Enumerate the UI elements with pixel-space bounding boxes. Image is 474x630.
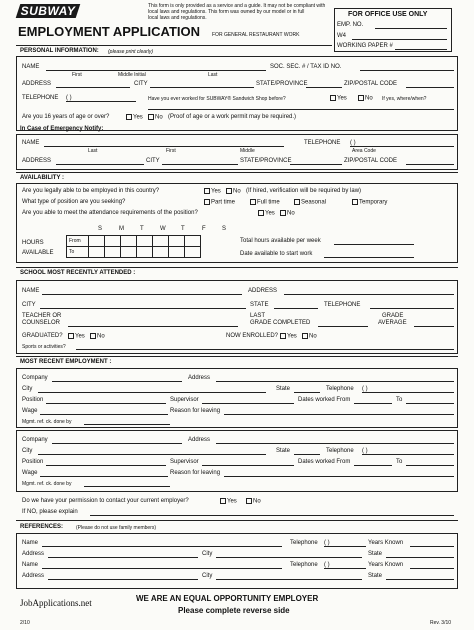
sports-field[interactable] <box>76 349 454 350</box>
checkbox-icon <box>294 199 300 205</box>
if-no-label: If NO, please explain <box>22 509 78 515</box>
name-label: NAME <box>22 64 40 70</box>
day-thu: T <box>181 226 185 232</box>
employment-top-rule <box>16 356 458 357</box>
office-w4-field[interactable] <box>352 39 447 40</box>
address-field[interactable] <box>56 87 130 88</box>
checkbox-icon <box>220 498 226 504</box>
day-fri: F <box>202 226 206 232</box>
school-heading: SCHOOL MOST RECENTLY ATTENDED : <box>20 270 136 276</box>
ref-years-field[interactable] <box>410 546 454 547</box>
teacher-label-1: TEACHER OR <box>22 313 62 319</box>
ref-city-field[interactable] <box>216 557 362 558</box>
office-working-paper-field[interactable] <box>395 49 447 50</box>
sports-label: Sports or activities? <box>22 344 66 350</box>
reason-field[interactable] <box>224 414 454 415</box>
emergency-city-field[interactable] <box>162 164 238 165</box>
school-top-rule <box>16 267 458 268</box>
employer-address-label: Address <box>188 437 211 443</box>
position-label: Position <box>22 459 44 465</box>
personal-heading-note: (please print clearly) <box>108 49 154 55</box>
emergency-name-field[interactable] <box>44 146 284 147</box>
permission-question: Do we have your permission to contact your current employer? <box>22 498 189 504</box>
ref-address-label: Address <box>22 551 45 557</box>
day-sat: S <box>222 226 227 232</box>
employer-telephone-paren: ( ) <box>362 386 368 392</box>
school-state-field[interactable] <box>274 308 318 309</box>
name-last-hint: Last <box>208 72 218 78</box>
ref-name-field[interactable] <box>42 546 282 547</box>
form-code: 2/10 <box>20 620 30 626</box>
employer-city-field[interactable] <box>38 392 266 393</box>
grade-average-label-2: AVERAGE <box>378 320 407 326</box>
checkbox-icon <box>250 199 256 205</box>
grade-average-field[interactable] <box>414 326 454 327</box>
schedule-cell[interactable] <box>185 236 201 247</box>
ref-name-label: Name <box>22 562 39 568</box>
ref-telephone-paren: ( ) <box>324 540 330 546</box>
checkbox-icon <box>330 95 336 101</box>
schedule-cell[interactable] <box>169 236 185 247</box>
employer-telephone-label: Telephone <box>326 386 354 392</box>
ref-telephone-label: Telephone <box>290 540 318 546</box>
teacher-field[interactable] <box>68 326 238 327</box>
emergency-city-label: CITY <box>146 158 160 164</box>
emergency-telephone-label: TELEPHONE <box>304 140 341 146</box>
now-enrolled-label: NOW ENROLLED? <box>226 333 279 339</box>
reverse-side-text: Please complete reverse side <box>178 606 290 615</box>
wage-field[interactable] <box>40 476 168 477</box>
graduated-yes[interactable] <box>68 333 85 340</box>
ssn-field[interactable] <box>360 70 454 71</box>
day-tue: T <box>140 226 144 232</box>
employer-telephone-field[interactable] <box>362 454 454 455</box>
office-title: FOR OFFICE USE ONLY <box>348 11 428 18</box>
graduated-no[interactable] <box>90 333 105 340</box>
reason-field[interactable] <box>224 476 454 477</box>
age-question: Are you 16 years of age or over? <box>22 114 110 120</box>
age-yes[interactable] <box>126 114 143 121</box>
full-time-label: Full time <box>257 199 280 206</box>
employment-heading: MOST RECENT EMPLOYMENT : <box>20 359 112 365</box>
employer-telephone-paren: ( ) <box>362 448 368 454</box>
dates-from-field[interactable] <box>354 403 392 404</box>
legal-no[interactable] <box>226 188 241 195</box>
worked-before-yes[interactable] <box>330 95 347 102</box>
total-hours-label: Total hours available per week <box>240 238 321 244</box>
schedule-cell[interactable] <box>121 247 137 258</box>
schedule-cell[interactable] <box>89 247 105 258</box>
permission-yes[interactable] <box>220 498 237 505</box>
checkbox-icon <box>280 333 286 339</box>
personal-top-rule <box>16 45 332 46</box>
checkbox-icon <box>258 210 264 216</box>
checkbox-icon <box>90 333 96 339</box>
if-no-field[interactable] <box>90 515 454 516</box>
state-label: STATE/PROVINCE <box>256 81 308 87</box>
dates-worked-label: Dates worked From <box>298 397 351 403</box>
checkbox-icon <box>352 199 358 205</box>
schedule-cell[interactable] <box>153 236 169 247</box>
hours-label: HOURS <box>22 240 44 246</box>
schedule-cell[interactable] <box>137 247 153 258</box>
form-title: EMPLOYMENT APPLICATION <box>18 24 200 39</box>
references-heading: REFERENCES: <box>20 524 64 530</box>
emergency-area-code-hint: Area Code <box>352 148 376 154</box>
to-label: To <box>67 247 89 258</box>
day-wed: W <box>160 226 166 232</box>
emergency-middle-hint: Middle <box>240 148 255 154</box>
state-field[interactable] <box>306 87 342 88</box>
attendance-question: Are you able to meet the attendance requirements of the position? <box>22 210 198 216</box>
school-city-label: CITY <box>22 302 36 308</box>
last-grade-field[interactable] <box>318 326 368 327</box>
emergency-telephone-field[interactable] <box>350 146 454 147</box>
no-label: No <box>155 114 163 121</box>
telephone-field[interactable] <box>66 101 136 102</box>
employer-address-field[interactable] <box>216 443 454 444</box>
employer-city-label: City <box>22 386 33 392</box>
supervisor-label: Supervisor <box>170 397 199 403</box>
emergency-state-field[interactable] <box>290 164 342 165</box>
availability-heading: AVAILABILITY : <box>20 175 64 181</box>
school-telephone-field[interactable] <box>370 308 454 309</box>
disclaimer-line-2: local laws and regulations. This form was owned by our model or in full <box>148 9 305 15</box>
yes-label: Yes <box>287 333 297 340</box>
name-field[interactable] <box>46 70 266 71</box>
supervisor-field[interactable] <box>202 403 294 404</box>
emergency-zip-field[interactable] <box>406 164 454 165</box>
mgmt-ref-label: Mgmt. ref. ck. done by <box>22 419 72 425</box>
employer-telephone-label: Telephone <box>326 448 354 454</box>
employer-1-box <box>16 368 458 428</box>
ref-years-label: Years Known <box>368 540 404 546</box>
schedule-row-from <box>67 236 201 247</box>
grade-average-label-1: GRADE <box>382 313 404 319</box>
position-field[interactable] <box>46 403 166 404</box>
ref-years-label: Years Known <box>368 562 404 568</box>
city-label: CITY <box>134 81 148 87</box>
zip-field[interactable] <box>406 87 454 88</box>
last-grade-label-2: GRADE COMPLETED <box>250 320 311 326</box>
worked-before-question: Have you ever worked for SUBWAY® Sandwich Shop before? <box>148 96 286 102</box>
employer-state-field[interactable] <box>294 454 320 455</box>
company-label: Company <box>22 375 48 381</box>
school-name-label: NAME <box>22 288 40 294</box>
company-field[interactable] <box>52 443 182 444</box>
dates-to-label: To <box>396 397 403 403</box>
day-mon: M <box>119 226 124 232</box>
emergency-state-label: STATE/PROVINCE <box>240 158 292 164</box>
attendance-yes[interactable] <box>258 210 275 217</box>
no-label: No <box>253 498 261 505</box>
ref-state-field[interactable] <box>386 557 454 558</box>
schedule-cell[interactable] <box>153 247 169 258</box>
employer-address-label: Address <box>188 375 211 381</box>
dates-to-field[interactable] <box>406 403 454 404</box>
employer-state-field[interactable] <box>294 392 320 393</box>
ref-telephone-field[interactable] <box>324 546 366 547</box>
schedule-grid <box>66 235 201 258</box>
yes-label: Yes <box>227 498 237 505</box>
checkbox-icon <box>204 188 210 194</box>
school-city-field[interactable] <box>40 308 246 309</box>
emergency-zip-label: ZIP/POSTAL CODE <box>344 158 398 164</box>
position-question: What type of position are you seeking? <box>22 199 126 205</box>
age-no[interactable] <box>148 114 163 121</box>
legal-yes[interactable] <box>204 188 221 195</box>
temporary-option[interactable] <box>352 199 387 206</box>
last-grade-label-1: LAST <box>250 313 266 319</box>
school-name-field[interactable] <box>42 294 242 295</box>
part-time-label: Part time <box>211 199 236 206</box>
position-label: Position <box>22 397 44 403</box>
employer-state-label: State <box>276 386 291 392</box>
from-label: From <box>67 236 89 247</box>
ref-address-field[interactable] <box>48 579 198 580</box>
permission-no[interactable] <box>246 498 261 505</box>
checkbox-icon <box>68 333 74 339</box>
school-state-label: STATE <box>250 302 269 308</box>
school-telephone-label: TELEPHONE <box>324 302 361 308</box>
source-watermark: JobApplications.net <box>20 598 92 608</box>
availability-top-rule <box>16 172 458 173</box>
ref-city-field[interactable] <box>216 579 362 580</box>
schedule-cell[interactable] <box>185 247 201 258</box>
seasonal-option[interactable] <box>294 199 326 206</box>
school-address-field[interactable] <box>284 294 454 295</box>
wage-label: Wage <box>22 408 38 414</box>
city-field[interactable] <box>150 87 254 88</box>
total-hours-field[interactable] <box>334 244 414 245</box>
employer-city-label: City <box>22 448 33 454</box>
full-time-option[interactable] <box>250 199 280 206</box>
employer-telephone-field[interactable] <box>362 392 454 393</box>
part-time-option[interactable] <box>204 199 235 206</box>
checkbox-icon <box>126 114 132 120</box>
schedule-cell[interactable] <box>121 236 137 247</box>
no-label: No <box>309 333 317 340</box>
ref-city-label: City <box>202 551 213 557</box>
telephone-label: TELEPHONE <box>22 95 59 101</box>
yes-label: Yes <box>75 333 85 340</box>
temporary-label: Temporary <box>359 199 388 206</box>
equal-opportunity-text: WE ARE AN EQUAL OPPORTUNITY EMPLOYER <box>136 594 319 603</box>
checkbox-icon <box>148 114 154 120</box>
office-w4-label: W4 <box>337 33 346 39</box>
wage-field[interactable] <box>40 414 168 415</box>
enrolled-yes[interactable] <box>280 333 297 340</box>
teacher-label-2: COUNSELOR <box>22 320 61 326</box>
emergency-heading: In Case of Emergency Notify: <box>20 126 104 132</box>
schedule-cell[interactable] <box>105 236 121 247</box>
dates-to-field[interactable] <box>406 465 454 466</box>
office-emp-no-label: EMP. NO. <box>337 22 364 28</box>
ref-name-label: Name <box>22 540 39 546</box>
age-note: (Proof of age or a work permit may be required.) <box>168 114 297 120</box>
emergency-address-field[interactable] <box>56 164 144 165</box>
no-label: No <box>97 333 105 340</box>
mgmt-ref-field[interactable] <box>84 486 170 487</box>
address-label: ADDRESS <box>22 81 52 87</box>
form-subtitle: FOR GENERAL RESTAURANT WORK <box>212 32 300 38</box>
legal-question: Are you legally able to be employed in this country? <box>22 188 160 194</box>
company-label: Company <box>22 437 48 443</box>
ref-telephone-field[interactable] <box>324 568 366 569</box>
logo-text: SUBWAY <box>20 4 76 18</box>
if-yes-where-label: If yes, where/when? <box>382 96 427 102</box>
checkbox-icon <box>280 210 286 216</box>
zip-label: ZIP/POSTAL CODE <box>344 81 398 87</box>
supervisor-label: Supervisor <box>170 459 199 465</box>
ref-years-field[interactable] <box>410 568 454 569</box>
no-label: No <box>287 210 295 217</box>
references-top-rule <box>16 520 458 521</box>
employer-city-field[interactable] <box>38 454 266 455</box>
employer-state-label: State <box>276 448 291 454</box>
start-date-label: Date available to start work <box>240 251 313 257</box>
ref-state-label: State <box>368 551 383 557</box>
no-label: No <box>233 188 241 195</box>
dates-to-label: To <box>396 459 403 465</box>
reason-label: Reason for leaving <box>170 408 221 414</box>
reason-label: Reason for leaving <box>170 470 221 476</box>
yes-label: Yes <box>337 95 347 102</box>
emergency-name-label: NAME <box>22 140 40 146</box>
name-first-hint: First <box>72 72 82 78</box>
mgmt-ref-field[interactable] <box>84 424 170 425</box>
legal-note: (If hired, verification will be required by law) <box>246 188 362 194</box>
dates-from-field[interactable] <box>354 465 392 466</box>
day-sun: S <box>98 226 103 232</box>
available-label: AVAILABLE <box>22 250 54 256</box>
seasonal-label: Seasonal <box>301 199 327 206</box>
office-working-paper-label: WORKING PAPER # <box>337 43 393 49</box>
revision-label: Rev. 3/10 <box>430 620 452 626</box>
schedule-cell[interactable] <box>169 247 185 258</box>
personal-heading: PERSONAL INFORMATION: <box>20 48 99 54</box>
ssn-label: SOC. SEC. # / TAX ID NO. <box>270 64 342 70</box>
school-address-label: ADDRESS <box>248 288 278 294</box>
employer-address-field[interactable] <box>216 381 454 382</box>
ref-address-field[interactable] <box>48 557 198 558</box>
dates-worked-label: Dates worked From <box>298 459 351 465</box>
disclaimer-line-1: This form is only provided as a service and a guide. It may not be compliant with <box>148 3 326 9</box>
ref-city-label: City <box>202 573 213 579</box>
checkbox-icon <box>358 95 364 101</box>
enrolled-no[interactable] <box>302 333 317 340</box>
checkbox-icon <box>246 498 252 504</box>
schedule-cell[interactable] <box>89 236 105 247</box>
office-emp-no-field[interactable] <box>375 28 447 29</box>
emergency-address-label: ADDRESS <box>22 158 52 164</box>
schedule-row-to <box>67 247 201 258</box>
disclaimer-line-3: local laws and regulations. <box>148 15 207 21</box>
no-label: No <box>365 95 373 102</box>
ref-address-label: Address <box>22 573 45 579</box>
yes-label: Yes <box>265 210 275 217</box>
mgmt-ref-label: Mgmt. ref. ck. done by <box>22 481 72 487</box>
ref-state-field[interactable] <box>386 579 454 580</box>
ref-name-field[interactable] <box>42 568 282 569</box>
references-heading-note: (Please do not use family members) <box>76 525 157 531</box>
telephone-area-paren: ( ) <box>66 95 72 101</box>
supervisor-field[interactable] <box>202 465 294 466</box>
emergency-telephone-paren: ( ) <box>350 140 356 146</box>
graduated-label: GRADUATED? <box>22 333 63 339</box>
employer-2-box <box>16 430 458 492</box>
attendance-no[interactable] <box>280 210 295 217</box>
if-yes-where-field[interactable] <box>148 109 454 110</box>
yes-label: Yes <box>133 114 143 121</box>
ref-telephone-label: Telephone <box>290 562 318 568</box>
checkbox-icon <box>204 199 210 205</box>
schedule-cell[interactable] <box>137 236 153 247</box>
worked-before-no[interactable] <box>358 95 373 102</box>
emergency-first-hint: First <box>166 148 176 154</box>
company-field[interactable] <box>52 381 182 382</box>
ref-telephone-paren: ( ) <box>324 562 330 568</box>
wage-label: Wage <box>22 470 38 476</box>
subway-logo <box>16 4 81 18</box>
ref-state-label: State <box>368 573 383 579</box>
name-middle-hint: Middle Initial <box>118 72 146 78</box>
checkbox-icon <box>302 333 308 339</box>
yes-label: Yes <box>211 188 221 195</box>
checkbox-icon <box>226 188 232 194</box>
emergency-last-hint: Last <box>88 148 98 154</box>
start-date-field[interactable] <box>324 257 414 258</box>
position-field[interactable] <box>46 465 166 466</box>
schedule-cell[interactable] <box>105 247 121 258</box>
